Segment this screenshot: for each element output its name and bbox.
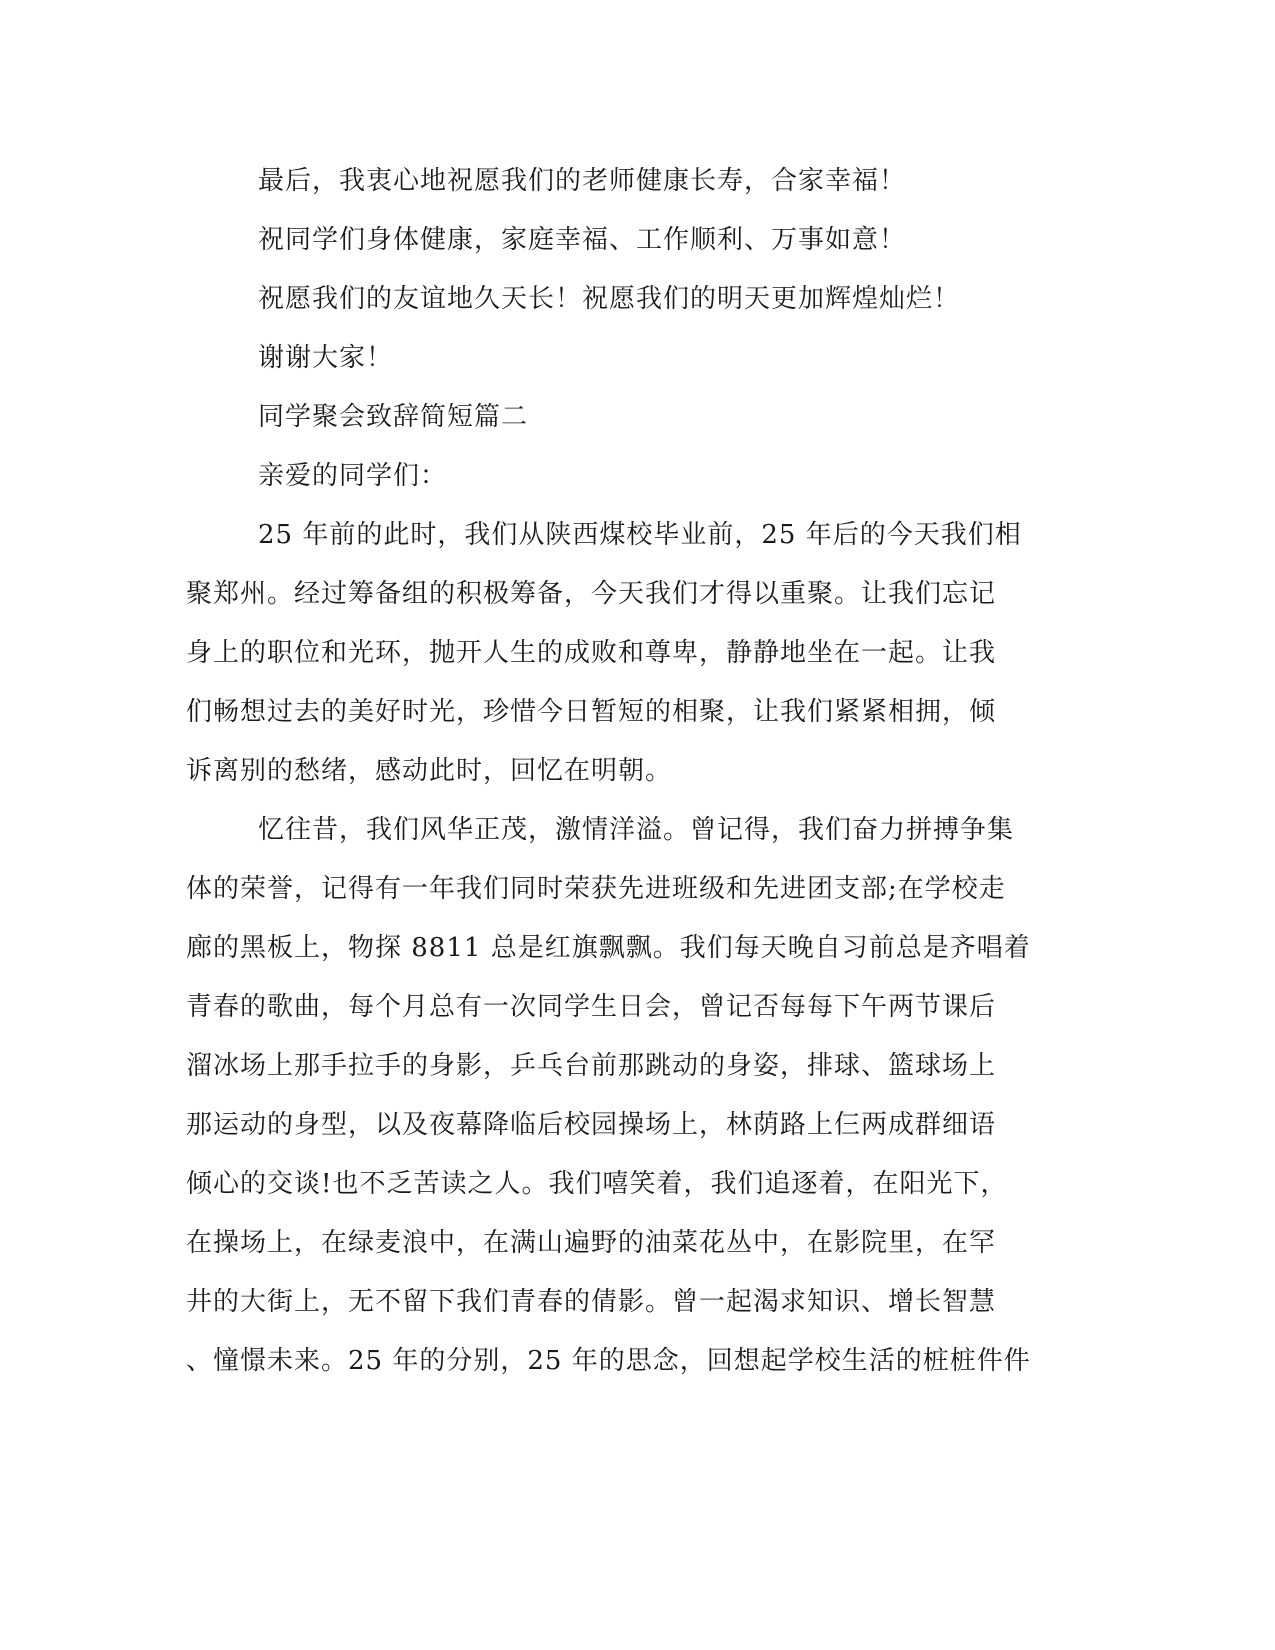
paragraph-line: 体的荣誉，记得有一年我们同时荣获先进班级和先进团支部;在学校走	[186, 874, 1006, 904]
paragraph-line: 们畅想过去的美好时光，珍惜今日暂短的相聚，让我们紧紧相拥，倾	[186, 697, 997, 727]
paragraph-line: 25 年前的此时，我们从陕西煤校毕业前，25 年后的今天我们相	[258, 520, 1022, 550]
section-title: 同学聚会致辞简短篇二	[258, 402, 529, 432]
paragraph-line: 诉离别的愁绪，感动此时，回忆在明朝。	[186, 756, 673, 786]
salutation: 亲爱的同学们：	[258, 461, 448, 491]
closing-line: 最后，我衷心地祝愿我们的老师健康长寿，合家幸福！	[258, 166, 907, 196]
paragraph-line: 忆往昔，我们风华正茂，激情洋溢。曾记得，我们奋力拼搏争集	[258, 815, 1015, 845]
paragraph-line: 倾心的交谈!也不乏苦读之人。我们嘻笑着，我们追逐着，在阳光下，	[186, 1169, 1008, 1199]
paragraph-line: 青春的歌曲，每个月总有一次同学生日会，曾记否每每下午两节课后	[186, 992, 997, 1022]
paragraph-line: 廊的黑板上，物探 8811 总是红旗飘飘。我们每天晚自习前总是齐唱着	[186, 933, 1031, 963]
paragraph-line: 、憧憬未来。25 年的分别，25 年的思念，回想起学校生活的桩桩件件	[186, 1346, 1031, 1376]
closing-line: 祝愿我们的友谊地久天长！祝愿我们的明天更加辉煌灿烂！	[258, 284, 961, 314]
paragraph-line: 聚郑州。经过筹备组的积极筹备，今天我们才得以重聚。让我们忘记	[186, 579, 997, 609]
closing-line: 祝同学们身体健康，家庭幸福、工作顺利、万事如意！	[258, 225, 907, 255]
paragraph-line: 在操场上，在绿麦浪中，在满山遍野的油菜花丛中，在影院里，在罕	[186, 1228, 997, 1258]
paragraph-line: 身上的职位和光环，抛开人生的成败和尊卑，静静地坐在一起。让我	[186, 638, 997, 668]
paragraph-line: 那运动的身型，以及夜幕降临后校园操场上，林荫路上仨两成群细语	[186, 1110, 997, 1140]
paragraph-line: 井的大街上，无不留下我们青春的倩影。曾一起渴求知识、增长智慧	[186, 1287, 997, 1317]
paragraph-line: 溜冰场上那手拉手的身影，乒乓台前那跳动的身姿，排球、篮球场上	[186, 1051, 997, 1081]
closing-line: 谢谢大家！	[258, 343, 394, 373]
